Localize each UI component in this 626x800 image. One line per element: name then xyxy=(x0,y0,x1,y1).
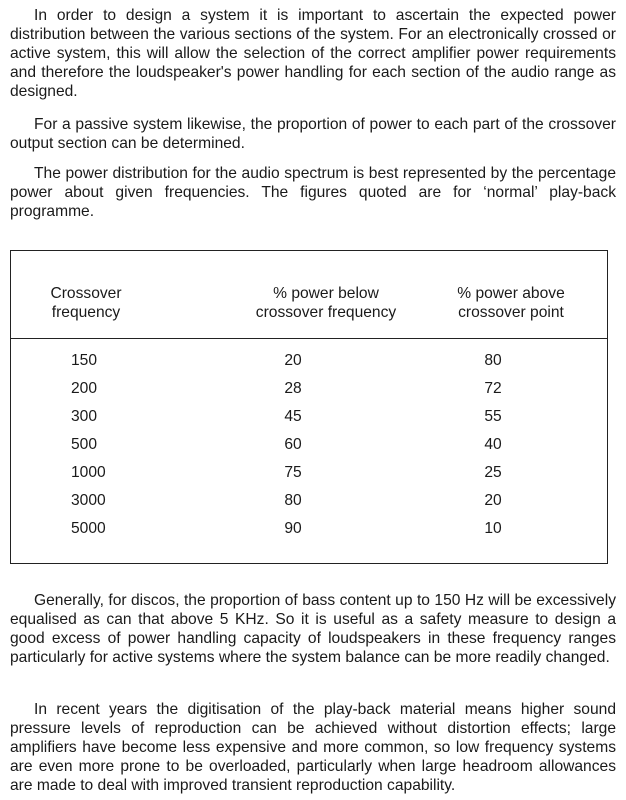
cell-power-above: 72 xyxy=(484,380,502,397)
power-distribution-table xyxy=(10,250,608,564)
header-line: crossover frequency xyxy=(255,304,397,321)
cell-power-above: 25 xyxy=(484,464,502,481)
paragraph-discos-equalisation xyxy=(10,591,616,667)
cell-power-above: 20 xyxy=(484,492,502,509)
cell-power-above: 55 xyxy=(484,408,502,425)
cell-power-below: 60 xyxy=(284,436,302,453)
cell-power-below: 20 xyxy=(284,352,302,369)
header-power-below xyxy=(236,284,416,322)
header-line: % power above xyxy=(457,285,565,302)
paragraph-digitisation xyxy=(10,700,616,795)
cell-power-below: 90 xyxy=(284,520,302,537)
header-line: % power below xyxy=(273,285,379,302)
cell-frequency: 150 xyxy=(71,352,98,369)
header-line: frequency xyxy=(51,304,121,321)
cell-power-below: 80 xyxy=(284,492,302,509)
cell-frequency: 3000 xyxy=(71,492,106,509)
paragraph-text: The power distribution for the audio spectrum is best represented by the percentage power about given frequencies. The figures quoted are for ‘normal’ play-back programme. xyxy=(10,165,616,220)
cell-power-below: 75 xyxy=(284,464,302,481)
header-line: crossover point xyxy=(458,304,564,321)
header-power-above xyxy=(426,284,596,322)
paragraph-text: In recent years the digitisation of the play-back material means higher sound pressure levels of reproduction can be achieved without distortion effects; large amplifiers have become less expensive and more common, so low frequency systems are even more prone to be overloaded, particularly when large headroom allowances are made to deal with improved transient reproduction capability. xyxy=(10,701,616,794)
header-line: Crossover xyxy=(50,285,122,302)
cell-power-above: 40 xyxy=(484,436,502,453)
cell-frequency: 200 xyxy=(71,380,98,397)
paragraph-passive-system xyxy=(10,115,616,153)
paragraph-percentage-power xyxy=(10,164,616,221)
paragraph-power-distribution-intro xyxy=(10,6,616,101)
header-crossover-frequency xyxy=(31,284,141,322)
cell-power-below: 28 xyxy=(284,380,302,397)
cell-frequency: 500 xyxy=(71,436,98,453)
header-divider xyxy=(11,338,607,339)
cell-power-above: 80 xyxy=(484,352,502,369)
cell-frequency: 300 xyxy=(71,408,98,425)
paragraph-text: In order to design a system it is important to ascertain the expected power distribution between the various sections of the system. For an electronically crossed or active system, this will allow the selection of the correct amplifier power requirements and therefore the loudspeaker's power handling for each section of the audio range as designed. xyxy=(10,7,616,100)
cell-power-above: 10 xyxy=(484,520,502,537)
paragraph-text: Generally, for discos, the proportion of bass content up to 150 Hz will be excessively equalised as can that above 5 KHz. So it is useful as a safety measure to design a good excess of power handling capacity of loudspeakers in these frequency ranges particularly for active systems where the system balance can be more readily changed. xyxy=(10,592,616,666)
paragraph-text: For a passive system likewise, the proportion of power to each part of the crossover output section can be determined. xyxy=(10,116,616,152)
cell-frequency: 1000 xyxy=(71,464,106,481)
cell-power-below: 45 xyxy=(284,408,302,425)
cell-frequency: 5000 xyxy=(71,520,106,537)
